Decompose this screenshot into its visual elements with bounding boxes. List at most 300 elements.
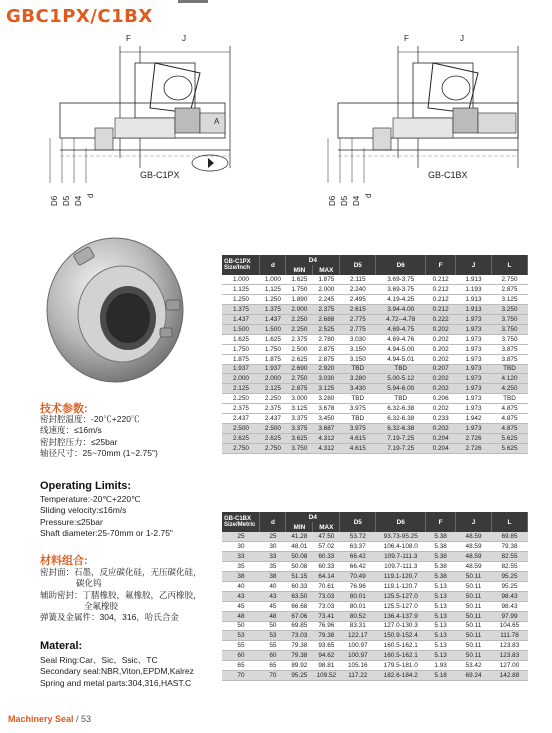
table-cell: 3.280 <box>340 374 376 384</box>
table-cell: 179.5-181.0 <box>376 661 426 671</box>
table-cell: 50.11 <box>456 572 492 582</box>
table-cell: 125.5-127.0 <box>376 591 426 601</box>
table-cell: 3.94-4.00 <box>376 305 426 315</box>
table-cell: 4.19-4.25 <box>376 295 426 305</box>
table-cell: 0.202 <box>426 344 456 354</box>
table-cell: 2.250 <box>222 394 260 404</box>
col-d4: D4 <box>286 255 340 265</box>
table-cell: 2.000 <box>286 305 313 315</box>
table-cell: 5.38 <box>426 562 456 572</box>
table-cell: 2.125 <box>222 384 260 394</box>
table-cell: 0.212 <box>426 305 456 315</box>
table-row <box>222 354 528 364</box>
table-row <box>222 364 528 374</box>
col-j: J <box>456 255 492 275</box>
table-cell: 1.193 <box>456 285 492 295</box>
table-cell: 2.726 <box>456 443 492 453</box>
table-cell: 1.937 <box>222 364 260 374</box>
table-cell: 4.312 <box>313 433 340 443</box>
table-cell: 0.207 <box>426 364 456 374</box>
table-cell: 2.000 <box>222 374 260 384</box>
drawing-gb-c1bx <box>318 34 528 208</box>
table-cell: 33 <box>222 552 260 562</box>
table-cell: 25 <box>260 532 286 542</box>
table-cell: 119.1-120.7 <box>376 572 426 582</box>
dim-d6-label-right: D6 <box>328 195 337 206</box>
table-cell: 1.913 <box>456 275 492 285</box>
table-cell: 2.240 <box>340 285 376 295</box>
table-cell: 2.625 <box>222 433 260 443</box>
specs-en-line: Temperature:-20℃+220℃ <box>40 494 141 504</box>
table-cell: 55 <box>222 641 260 651</box>
drawing-gb-c1px <box>40 34 240 208</box>
table-cell: 4.94-5.00 <box>376 344 426 354</box>
table-cell: 45 <box>222 601 260 611</box>
table-cell: 60.33 <box>313 552 340 562</box>
table-cell: 4.120 <box>492 374 528 384</box>
table-cell: 0.233 <box>426 413 456 423</box>
table-cell: 98.43 <box>492 601 528 611</box>
table-cell: 5.625 <box>492 433 528 443</box>
table-cell: 53 <box>222 631 260 641</box>
table-cell: 25 <box>222 532 260 542</box>
table-cell: TBD <box>340 413 376 423</box>
table-cell: 3.750 <box>492 315 528 325</box>
table-cell: 111.78 <box>492 631 528 641</box>
table-cell: 3.687 <box>313 423 340 433</box>
table-cell: 79.38 <box>286 651 313 661</box>
table-cell: 2.875 <box>286 384 313 394</box>
table-cell: 4.69-4.76 <box>376 334 426 344</box>
table-cell: 1.750 <box>222 344 260 354</box>
table-cell: 63.37 <box>340 542 376 552</box>
table-cell: 3.280 <box>313 394 340 404</box>
col-d4-min-metric: MIN <box>286 522 313 532</box>
table-row <box>222 591 528 601</box>
table-cell: 66.68 <box>286 601 313 611</box>
table-cell: 5.38 <box>426 542 456 552</box>
table-cell: 50.11 <box>456 651 492 661</box>
page-number: / 53 <box>73 714 92 724</box>
table-cell: 5.13 <box>426 621 456 631</box>
table-row <box>222 552 528 562</box>
col-d4-min: MIN <box>286 265 313 275</box>
table-cell: 0.222 <box>426 315 456 325</box>
table-cell: 76.96 <box>313 621 340 631</box>
table-cell: 0.202 <box>426 384 456 394</box>
table-cell: 3.430 <box>340 384 376 394</box>
table-cell: 70.61 <box>313 581 340 591</box>
table-cell: 3.250 <box>492 305 528 315</box>
table-cell: 125.5-127.0 <box>376 601 426 611</box>
table-cell: 5.13 <box>426 611 456 621</box>
table-cell: 4.615 <box>340 433 376 443</box>
table-cell: 109.7-111.3 <box>376 562 426 572</box>
table-cell: 1.250 <box>260 295 286 305</box>
table-cell: 48.59 <box>456 532 492 542</box>
col-d6-metric: D6 <box>376 512 426 532</box>
table-cell: 2.875 <box>313 354 340 364</box>
col-d-metric: d <box>260 512 286 532</box>
specs-cn-heading: 技术参数: <box>40 403 88 415</box>
table-cell: 2.625 <box>260 433 286 443</box>
table-cell: 0.202 <box>426 404 456 414</box>
col-l: L <box>492 255 528 275</box>
table-cell: 5.18 <box>426 670 456 680</box>
col-f: F <box>426 255 456 275</box>
table-cell: 4.875 <box>492 404 528 414</box>
table-cell: 53.72 <box>340 532 376 542</box>
table-cell: 5.13 <box>426 581 456 591</box>
size-header-metric: GB-C1BX Size/Metric <box>222 512 260 532</box>
footer-label: Machinery Seal <box>8 714 74 724</box>
table-cell: 60.33 <box>313 562 340 572</box>
table-row <box>222 562 528 572</box>
table-cell: 30 <box>260 542 286 552</box>
table-cell: 1.973 <box>456 423 492 433</box>
table-row <box>222 413 528 423</box>
table-cell: 0.212 <box>426 295 456 305</box>
table-cell: 43 <box>222 591 260 601</box>
table-cell: 1.125 <box>260 285 286 295</box>
table-cell: 2.375 <box>313 305 340 315</box>
col-d5-metric: D5 <box>340 512 376 532</box>
material-en-line: Secondary seal:NBR,Viton,EPDM,Kalrez <box>40 666 194 677</box>
table-cell: 0.202 <box>426 324 456 334</box>
table-cell: 48.59 <box>456 562 492 572</box>
table-cell: 1.937 <box>260 364 286 374</box>
table-cell: 1.375 <box>222 305 260 315</box>
table-cell: 1.875 <box>222 354 260 364</box>
dim-d-label-right: d <box>364 193 373 198</box>
table-cell: 3.450 <box>313 413 340 423</box>
table-cell: 38 <box>222 572 260 582</box>
table-row <box>222 275 528 285</box>
specs-cn-lines <box>40 414 158 459</box>
table-cell: 2.500 <box>286 344 313 354</box>
table-cell: 0.206 <box>426 394 456 404</box>
table-row <box>222 670 528 680</box>
table-cell: 2.615 <box>340 305 376 315</box>
table-cell: 50.11 <box>456 631 492 641</box>
table-cell: 3.150 <box>340 344 376 354</box>
table-cell: 1.973 <box>456 374 492 384</box>
table-cell: 66.42 <box>340 552 376 562</box>
table-cell: 2.250 <box>286 324 313 334</box>
table-cell: 70 <box>260 670 286 680</box>
table-cell: 2.375 <box>286 334 313 344</box>
table-cell: 5.13 <box>426 631 456 641</box>
table-cell: 5.13 <box>426 641 456 651</box>
table-row <box>222 404 528 414</box>
table-cell: 4.312 <box>313 443 340 453</box>
table-cell: 1.973 <box>456 354 492 364</box>
table-cell: 40 <box>260 581 286 591</box>
table-cell: 98.43 <box>492 591 528 601</box>
table-row <box>222 394 528 404</box>
table-cell: 50.08 <box>286 562 313 572</box>
table-cell: 4.875 <box>492 413 528 423</box>
table-cell: 1.973 <box>456 344 492 354</box>
specs-cn-line: 密封腔温度：-20℃+220℃ <box>40 414 140 424</box>
table-cell: 55 <box>260 641 286 651</box>
table-cell: 97.99 <box>492 611 528 621</box>
table-row <box>222 344 528 354</box>
table-cell: 142.88 <box>492 670 528 680</box>
table-cell: 5.38 <box>426 532 456 542</box>
table-cell: 5.94-6.00 <box>376 384 426 394</box>
table-cell: 3.750 <box>286 443 313 453</box>
detail-a-label: A <box>214 117 220 126</box>
table-cell: TBD <box>340 394 376 404</box>
table-cell: 3.750 <box>492 334 528 344</box>
table-row <box>222 572 528 582</box>
dim-f-label: F <box>126 34 131 43</box>
table-cell: 50 <box>260 621 286 631</box>
table-cell: 123.83 <box>492 651 528 661</box>
table-cell: 2.437 <box>222 413 260 423</box>
col-d4-metric: D4 <box>286 512 340 522</box>
table-cell: 63.50 <box>286 591 313 601</box>
table-cell: 95.25 <box>286 670 313 680</box>
table-cell: 2.750 <box>260 443 286 453</box>
table-cell: 3.875 <box>492 344 528 354</box>
table-cell: 3.375 <box>286 423 313 433</box>
table-cell: 93.73-95.25 <box>376 532 426 542</box>
table-cell: 2.688 <box>313 315 340 325</box>
table-cell: 51.15 <box>286 572 313 582</box>
material-en-line: Seal Ring:Car、Sic、Ssic、TC <box>40 655 158 665</box>
table-cell: 2.525 <box>313 324 340 334</box>
table-cell: 50.11 <box>456 601 492 611</box>
table-cell: 2.495 <box>340 295 376 305</box>
drawing-right-label: GB-C1BX <box>428 170 468 180</box>
table-cell: 0.202 <box>426 374 456 384</box>
table-cell: 69.85 <box>492 532 528 542</box>
table-cell: 4.72--4.78 <box>376 315 426 325</box>
table-cell: 2.437 <box>260 413 286 423</box>
material-cn-line: 碳化钨 <box>76 578 102 589</box>
table-cell: 1.125 <box>222 285 260 295</box>
table-cell: 67.06 <box>286 611 313 621</box>
table-cell: TBD <box>376 394 426 404</box>
table-cell: 2.250 <box>286 315 313 325</box>
table-cell: 123.83 <box>492 641 528 651</box>
table-cell: 100.97 <box>340 641 376 651</box>
table-cell: 122.17 <box>340 631 376 641</box>
table-row <box>222 651 528 661</box>
table-cell: 1.500 <box>260 324 286 334</box>
table-cell: 53 <box>260 631 286 641</box>
table-row <box>222 641 528 651</box>
table-cell: 1.625 <box>260 334 286 344</box>
table-cell: 1.913 <box>456 295 492 305</box>
table-cell: 4.94-5.01 <box>376 354 426 364</box>
table-cell: 4.250 <box>492 384 528 394</box>
table-cell: 2.875 <box>313 344 340 354</box>
table-cell: 2.690 <box>286 364 313 374</box>
table-cell: 2.500 <box>222 423 260 433</box>
material-cn-heading: 材料组合: <box>40 555 88 567</box>
table-cell: TBD <box>376 364 426 374</box>
table-cell: 2.780 <box>313 334 340 344</box>
spec-table-inch <box>222 255 528 454</box>
table-cell: 7.19-7.25 <box>376 433 426 443</box>
table-cell: 76.96 <box>340 581 376 591</box>
table-row <box>222 621 528 631</box>
table-row <box>222 581 528 591</box>
table-row <box>222 611 528 621</box>
table-row <box>222 374 528 384</box>
table-cell: 5.13 <box>426 601 456 611</box>
col-d4-max: MAX <box>313 265 340 275</box>
col-d: d <box>260 255 286 275</box>
table-cell: 1.000 <box>222 275 260 285</box>
table-cell: 79.38 <box>286 641 313 651</box>
table-cell: 35 <box>222 562 260 572</box>
table-cell: 3.125 <box>492 295 528 305</box>
table-cell: 1.973 <box>456 394 492 404</box>
table-cell: 4.875 <box>492 423 528 433</box>
specs-en-line: Pressure:≤25bar <box>40 516 103 527</box>
col-d6: D6 <box>376 255 426 275</box>
specs-en-lines <box>40 494 173 539</box>
table-cell: 30 <box>222 542 260 552</box>
specs-en-heading: Operating Limits: <box>40 480 132 492</box>
material-cn-line: 辅助密封：丁腈橡胶，氟橡胶，乙丙橡胶， <box>40 589 202 600</box>
table-cell: 70.49 <box>340 572 376 582</box>
table-cell: 82.55 <box>492 552 528 562</box>
table-cell: 83.31 <box>340 621 376 631</box>
table-row <box>222 542 528 552</box>
table-cell: TBD <box>492 394 528 404</box>
table-row <box>222 423 528 433</box>
table-cell: 1.437 <box>222 315 260 325</box>
table-cell: 89.92 <box>286 661 313 671</box>
table-cell: 2.920 <box>313 364 340 374</box>
table-cell: 5.38 <box>426 552 456 562</box>
table-cell: 70 <box>222 670 260 680</box>
table-cell: 3.375 <box>286 413 313 423</box>
table-cell: 73.03 <box>313 601 340 611</box>
table-cell: 100.97 <box>340 651 376 661</box>
table-row <box>222 631 528 641</box>
table-cell: 3.030 <box>340 334 376 344</box>
table-cell: 35 <box>260 562 286 572</box>
table-cell: 3.975 <box>340 423 376 433</box>
table-cell: 1.973 <box>456 364 492 374</box>
table-cell: 3.69-3.75 <box>376 285 426 295</box>
dim-j-label-right: J <box>460 34 464 43</box>
table-cell: 4.615 <box>340 443 376 453</box>
table-cell: 79.38 <box>313 631 340 641</box>
table-cell: 2.775 <box>340 324 376 334</box>
table-row <box>222 601 528 611</box>
table-cell: 3.678 <box>313 404 340 414</box>
table-cell: 48.59 <box>456 552 492 562</box>
table-row <box>222 305 528 315</box>
table-cell: 65 <box>260 661 286 671</box>
table-cell: 1.250 <box>222 295 260 305</box>
table-row <box>222 433 528 443</box>
table-cell: 1.750 <box>260 344 286 354</box>
top-rule <box>178 0 208 3</box>
table-cell: 150.9-152.4 <box>376 631 426 641</box>
table-cell: 93.65 <box>313 641 340 651</box>
table-cell: 1.625 <box>286 275 313 285</box>
table-cell: 1.890 <box>286 295 313 305</box>
specs-en-line: Shaft diameter:25-70mm or 1-2.75" <box>40 527 173 538</box>
table-cell: 2.750 <box>222 443 260 453</box>
table-cell: 53.42 <box>456 661 492 671</box>
dim-d5-label: D5 <box>62 195 71 206</box>
table-cell: 73.03 <box>313 591 340 601</box>
table-cell: 48 <box>260 611 286 621</box>
table-cell: 5.13 <box>426 651 456 661</box>
dim-j-label: J <box>182 34 186 43</box>
table-cell: 60 <box>260 651 286 661</box>
table-cell: 105.16 <box>340 661 376 671</box>
table-cell: 1.913 <box>456 305 492 315</box>
table-cell: 43 <box>260 591 286 601</box>
table-cell: 3.125 <box>286 404 313 414</box>
table-cell: 127.0-130.3 <box>376 621 426 631</box>
table-cell: 5.625 <box>492 443 528 453</box>
table-cell: 50.11 <box>456 581 492 591</box>
dim-d-label: d <box>86 193 95 198</box>
table-cell: 2.125 <box>260 384 286 394</box>
table-cell: 94.62 <box>313 651 340 661</box>
table-cell: 3.030 <box>313 374 340 384</box>
material-cn-lines <box>40 567 202 623</box>
table-cell: 2.500 <box>260 423 286 433</box>
table-cell: 33 <box>260 552 286 562</box>
table-cell: 1.973 <box>456 324 492 334</box>
table-row <box>222 324 528 334</box>
table-cell: 2.875 <box>492 285 528 295</box>
page-footer <box>8 714 91 724</box>
table-cell: 117.22 <box>340 670 376 680</box>
table-cell: 2.000 <box>260 374 286 384</box>
table-cell: 6.32-6.38 <box>376 404 426 414</box>
table-cell: 160.5-162.1 <box>376 641 426 651</box>
table-row <box>222 334 528 344</box>
table-cell: 1.973 <box>456 404 492 414</box>
table-cell: 50 <box>222 621 260 631</box>
table-cell: 60.33 <box>286 581 313 591</box>
table-cell: 4.69-4.75 <box>376 324 426 334</box>
table-cell: 82.55 <box>492 562 528 572</box>
table-row <box>222 285 528 295</box>
table-cell: 136.4-137.9 <box>376 611 426 621</box>
material-en-line: Spring and metal parts:304,316,HAST.C <box>40 677 192 688</box>
col-f-metric: F <box>426 512 456 532</box>
table-cell: 1.875 <box>313 275 340 285</box>
table-cell: 160.5-162.1 <box>376 651 426 661</box>
table-cell: 1.973 <box>456 315 492 325</box>
table-cell: 2.375 <box>222 404 260 414</box>
table-cell: 106.4-108.0 <box>376 542 426 552</box>
table-cell: 2.750 <box>492 275 528 285</box>
table-cell: 1.750 <box>286 285 313 295</box>
table-cell: 48.59 <box>456 542 492 552</box>
table-row <box>222 532 528 542</box>
table-cell: 3.975 <box>340 404 376 414</box>
col-j-metric: J <box>456 512 492 532</box>
table-cell: 1.437 <box>260 315 286 325</box>
table-cell: 2.775 <box>340 315 376 325</box>
table-cell: 66.42 <box>340 562 376 572</box>
